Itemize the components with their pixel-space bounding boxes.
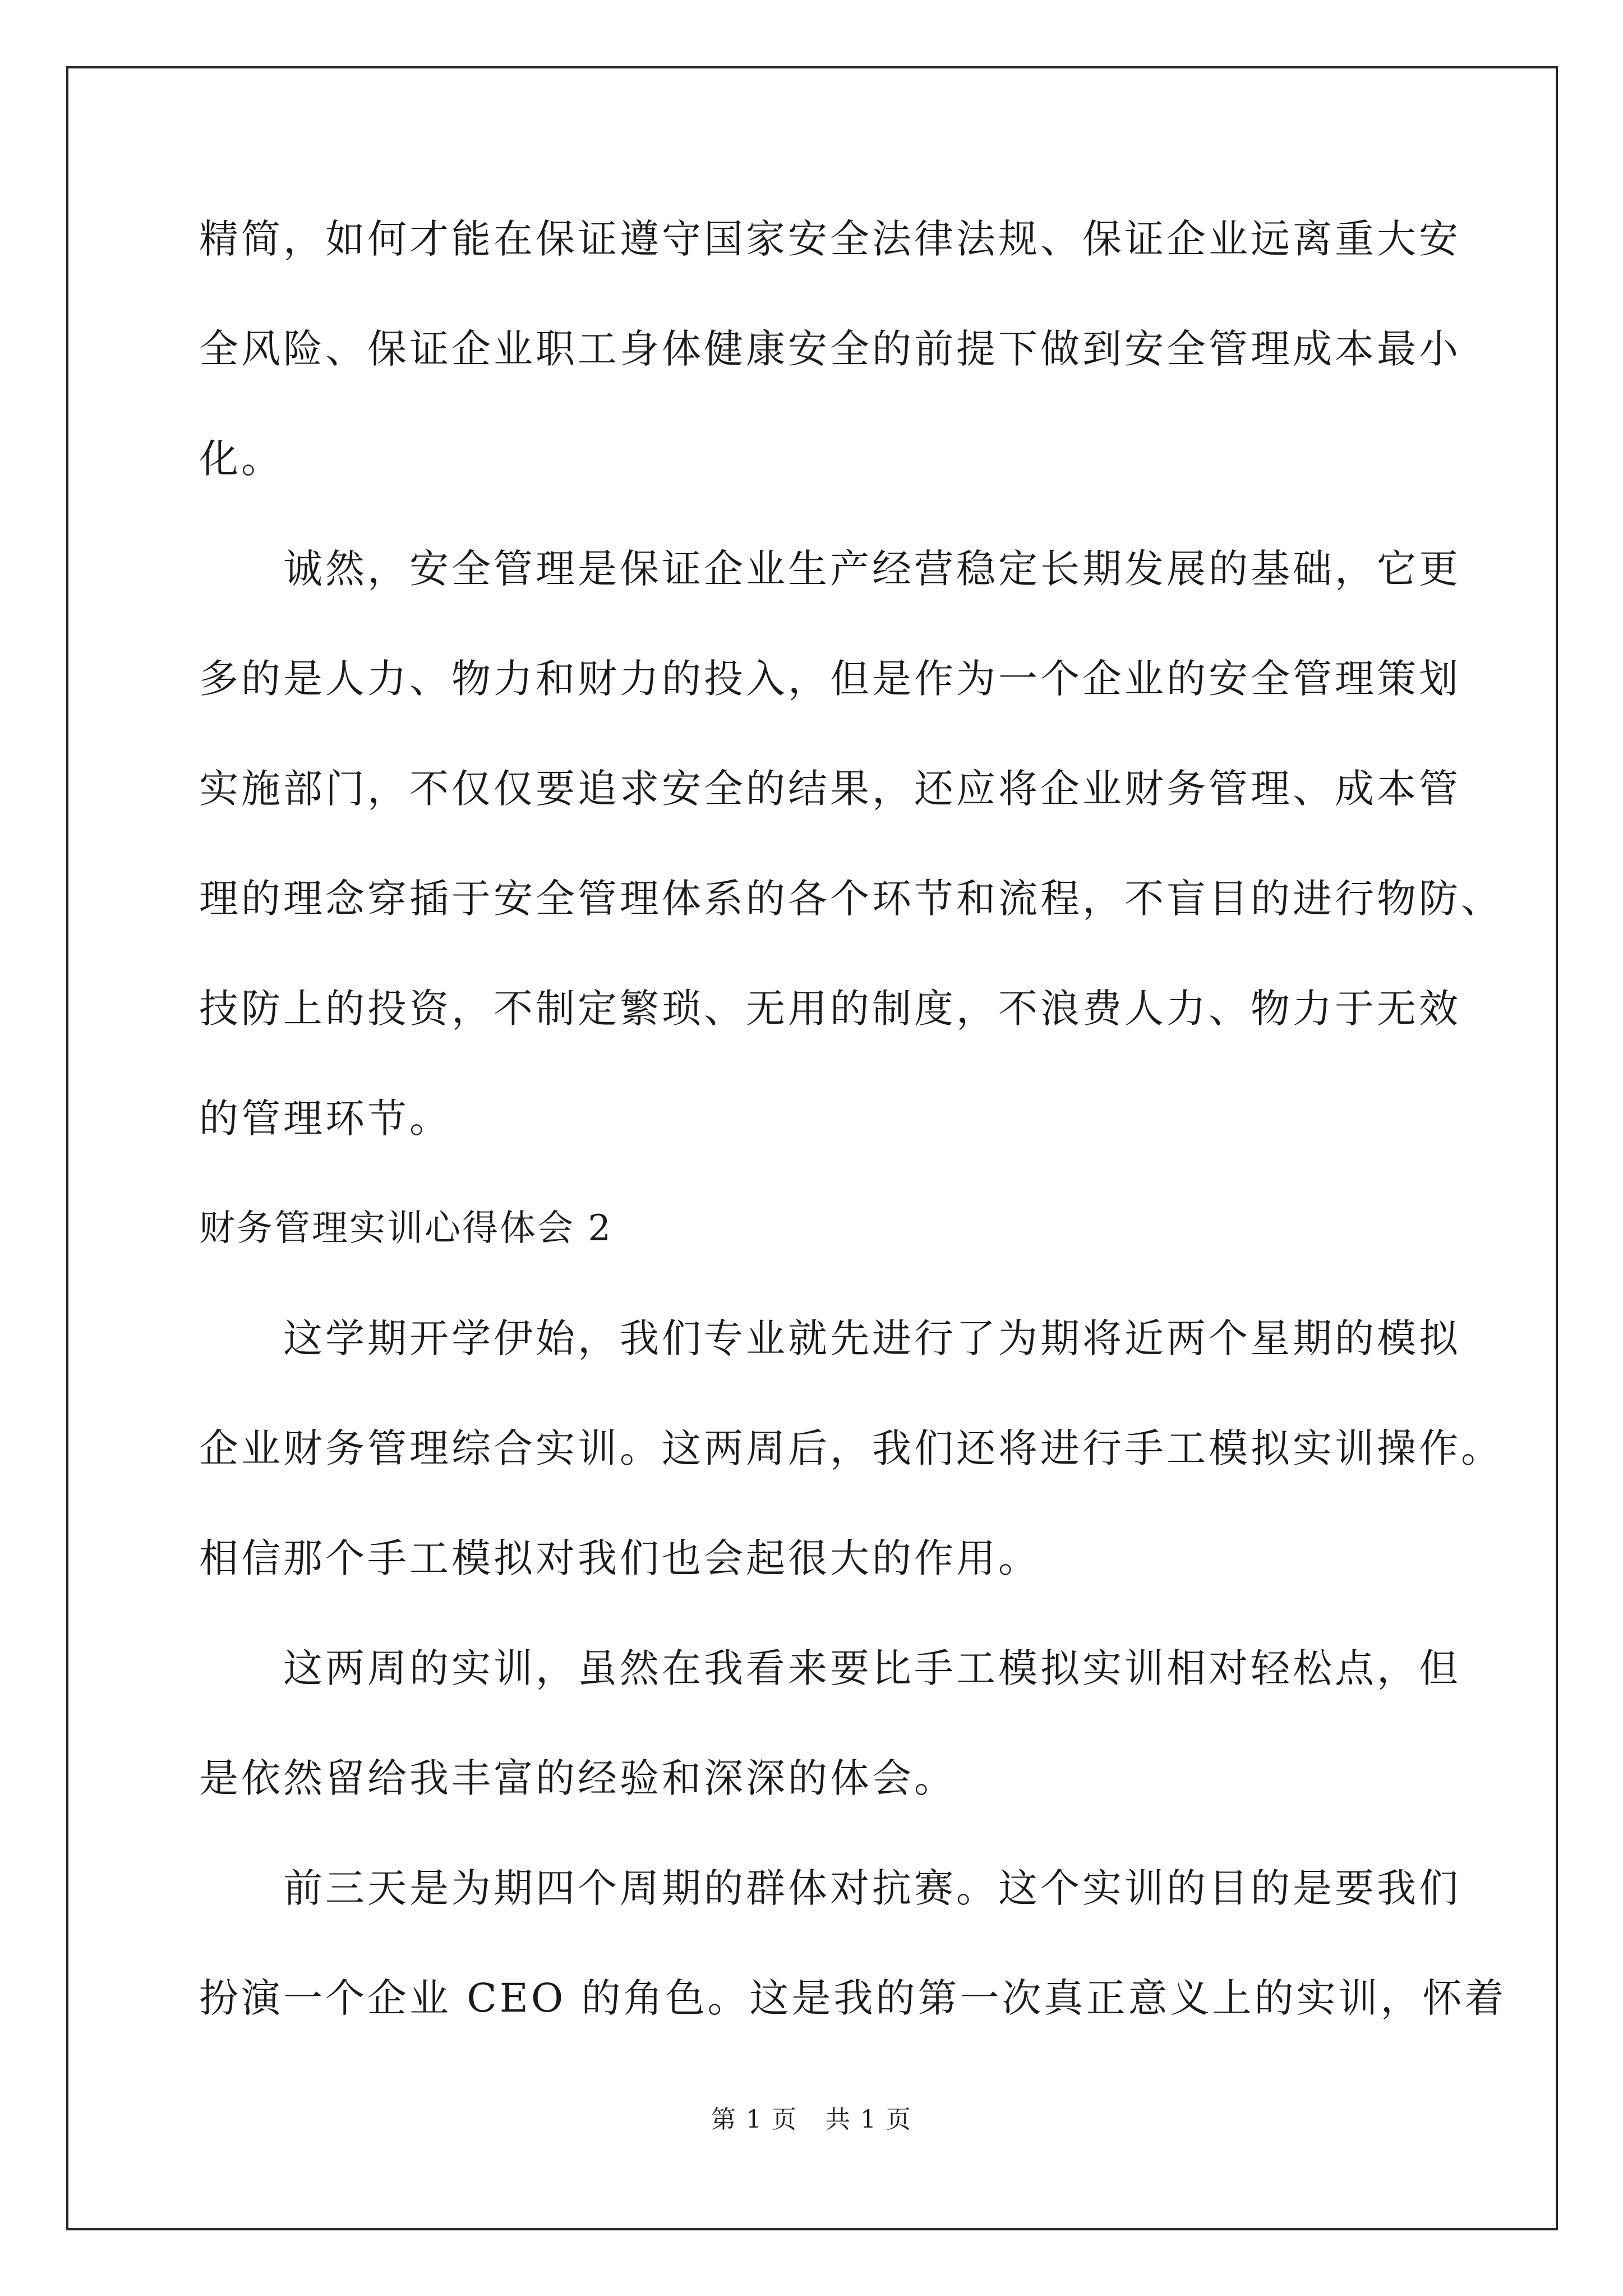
page-total: 共 1 页: [826, 2105, 912, 2134]
text-line: 是依然留给我丰富的经验和深深的体会。: [199, 1755, 956, 1801]
text-line: 实施部门，不仅仅要追求安全的结果，还应将企业财务管理、成本管: [199, 766, 1461, 812]
text-line: 相信那个手工模拟对我们也会起很大的作用。: [199, 1535, 1040, 1581]
section-heading: 财务管理实训心得体会 2: [199, 1208, 613, 1249]
text-line: 全风险、保证企业职工身体健康安全的前提下做到安全管理成本最小: [199, 326, 1461, 372]
text-line: 扮演一个企业 CEO 的角色。这是我的第一次真正意义上的实训，怀着: [199, 1975, 1507, 2021]
text-line: 前三天是为期四个周期的群体对抗赛。这个实训的目的是要我们: [283, 1865, 1461, 1911]
page-footer: [0, 2099, 1623, 2135]
text-line: 精简，如何才能在保证遵守国家安全法律法规、保证企业远离重大安: [199, 216, 1461, 262]
text-line: 理的理念穿插于安全管理体系的各个环节和流程，不盲目的进行物防、: [199, 876, 1503, 922]
text-line: 这两周的实训，虽然在我看来要比手工模拟实训相对轻松点，但: [283, 1645, 1461, 1691]
text-line: 化。: [199, 436, 283, 482]
text-line: 企业财务管理综合实训。这两周后，我们还将进行手工模拟实训操作。: [199, 1425, 1503, 1471]
text-line: 的管理环节。: [199, 1096, 451, 1142]
text-line: 技防上的投资，不制定繁琐、无用的制度，不浪费人力、物力于无效: [199, 986, 1461, 1032]
text-line: 诚然，安全管理是保证企业生产经营稳定长期发展的基础，它更: [283, 546, 1461, 592]
text-line: 多的是人力、物力和财力的投入，但是作为一个企业的安全管理策划: [199, 656, 1461, 702]
document-body: [199, 212, 1507, 2081]
page-number: 第 1 页: [711, 2105, 797, 2134]
text-line: 这学期开学伊始，我们专业就先进行了为期将近两个星期的模拟: [283, 1315, 1461, 1361]
